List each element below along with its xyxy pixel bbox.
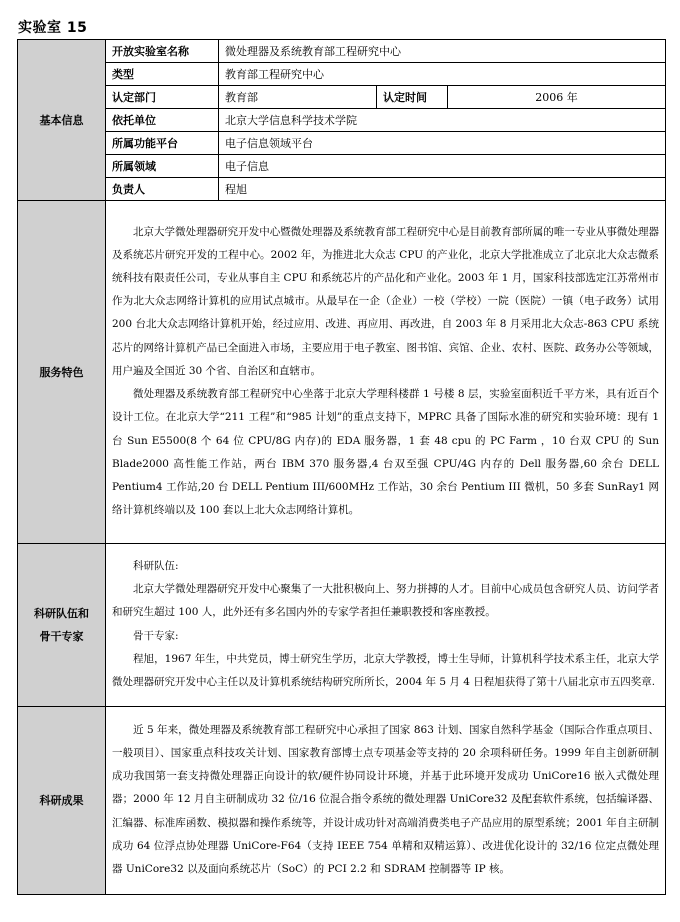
- lab-info-table: [17, 39, 666, 895]
- row-results: [18, 707, 666, 895]
- row-org: [18, 109, 666, 132]
- section-service: 服务特色: [18, 201, 106, 544]
- label-platform: 所属功能平台: [106, 132, 219, 155]
- label-time: 认定时间: [377, 86, 448, 109]
- team-heading: 科研队伍:: [133, 559, 179, 572]
- results-content: [106, 707, 666, 895]
- section-basic-info: 基本信息: [18, 40, 106, 201]
- value-lab-name: 微处理器及系统教育部工程研究中心: [219, 40, 666, 63]
- results-text: 近 5 年来，微处理器及系统教育部工程研究中心承担了国家 863 计划、国家自然科学基金（国际合作重点项目、一般项目）、国家重点科技攻关计划、国家教育部博士点专项基金等支持的 20 余项科研任务。1999 年自主创新研制成功我国第一套支持微处理器正向设计的软/硬件协同设计环境，并基于此环境开发成功 UniCore16 嵌入式微处理器；2000 年 12 月自主研制成功 32 位/16 位混合指令系统的微处理器 UniCore32 及配套软件系统，包括编译器、汇编器、标准库函数、模拟器和操作系统等，并设计成功针对高端消费类电子产品应用的原型系统；2001 年自主研制成功 64 位浮点协处理器 UniCore-F64（支持 IEEE 754 单精和双精运算）、改进优化设计的 32/16 位定点微处理器 UniCore32 以及面向系统芯片（SoC）的 PCI 2.2 和 SDRAM 控制器等 IP 核。: [112, 723, 659, 875]
- row-dept: [18, 86, 666, 109]
- value-type: 教育部工程研究中心: [219, 63, 666, 86]
- row-owner: [18, 178, 666, 201]
- value-platform: 电子信息领域平台: [219, 132, 666, 155]
- label-lab-name: 开放实验室名称: [106, 40, 219, 63]
- label-owner: 负责人: [106, 178, 219, 201]
- section-team-line2: 骨干专家: [39, 630, 84, 643]
- section-team: [18, 544, 106, 707]
- section-team-line1: 科研队伍和: [34, 607, 89, 620]
- row-service: [18, 201, 666, 544]
- section-results: 科研成果: [18, 707, 106, 895]
- expert-text: 程旭，1967 年生，中共党员，博士研究生学历，北京大学教授，博士生导师，计算机科学技术系主任，北京大学微处理器研究开发中心主任以及计算机系统结构研究所所长，2004 年 5 月 4 日程旭获得了第十八届北京市五四奖章.: [112, 652, 659, 688]
- row-field: [18, 155, 666, 178]
- value-dept: 教育部: [219, 86, 377, 109]
- team-content: [106, 544, 666, 707]
- row-lab-name: [18, 40, 666, 63]
- value-time: 2006 年: [448, 86, 666, 109]
- label-dept: 认定部门: [106, 86, 219, 109]
- value-owner: 程旭: [219, 178, 666, 201]
- service-paragraph-2: 微处理器及系统教育部工程研究中心坐落于北京大学理科楼群 1 号楼 8 层，实验室面积近千平方米，具有近百个设计工位。在北京大学“211 工程”和“985 计划”的重点支持下，MPRC 具备了国际水准的研究和实验环境：现有 1 台 Sun E5500(8 个 64 位 CPU/8G 内存)的 EDA 服务器，1 套 48 cpu 的 PC Farm ，10 台双 CPU 的 Sun Blade2000 高性能工作站，两台 IBM 370 服务器,4 台双至强 CPU/4G 内存的 Dell 服务器,60 余台 DELL Pentium4 工作站,20 台 DELL Pentium III/600MHz 工作站，30 余台 Pentium III 微机，50 多套 SunRay1 网络计算机终端以及 100 套以上北大众志网络计算机。: [112, 388, 659, 517]
- expert-heading: 骨干专家:: [133, 629, 179, 642]
- row-team: [18, 544, 666, 707]
- label-field: 所属领域: [106, 155, 219, 178]
- row-platform: [18, 132, 666, 155]
- value-org: 北京大学信息科学技术学院: [219, 109, 666, 132]
- page-title: 实验室 15: [18, 20, 88, 36]
- service-paragraph-1: 北京大学微处理器研究开发中心暨微处理器及系统教育部工程研究中心是目前教育部所属的唯一专业从事微处理器及系统芯片研究开发的工程中心。2002 年，为推进北大众志 CPU 的产业化，北京大学批准成立了北京北大众志微系统科技有限责任公司，专业从事自主 CPU 和系统芯片的产品化和产业化。2003 年 1 月，国家科技部选定江苏常州市作为北大众志网络计算机的应用试点城市。从最早在一企（企业）一校（学校）一院（医院）一镇（电子政务）试用 200 台北大众志网络计算机开始，经过应用、改进、再应用、再改进，自 2003 年 8 月采用北大众志-863 CPU 系统芯片的网络计算机产品已全面进入市场，主要应用于电子教室、图书馆、宾馆、企业、农村、医院、政务办公等领域，用户遍及全国近 30 个省、自治区和直辖市。: [112, 225, 659, 377]
- label-org: 依托单位: [106, 109, 219, 132]
- label-type: 类型: [106, 63, 219, 86]
- value-field: 电子信息: [219, 155, 666, 178]
- service-content: [106, 201, 666, 544]
- team-text: 北京大学微处理器研究开发中心聚集了一大批积极向上、努力拼搏的人才。目前中心成员包含研究人员、访问学者和研究生超过 100 人，此外还有多名国内外的专家学者担任兼职教授和客座教授。: [112, 583, 659, 619]
- row-type: [18, 63, 666, 86]
